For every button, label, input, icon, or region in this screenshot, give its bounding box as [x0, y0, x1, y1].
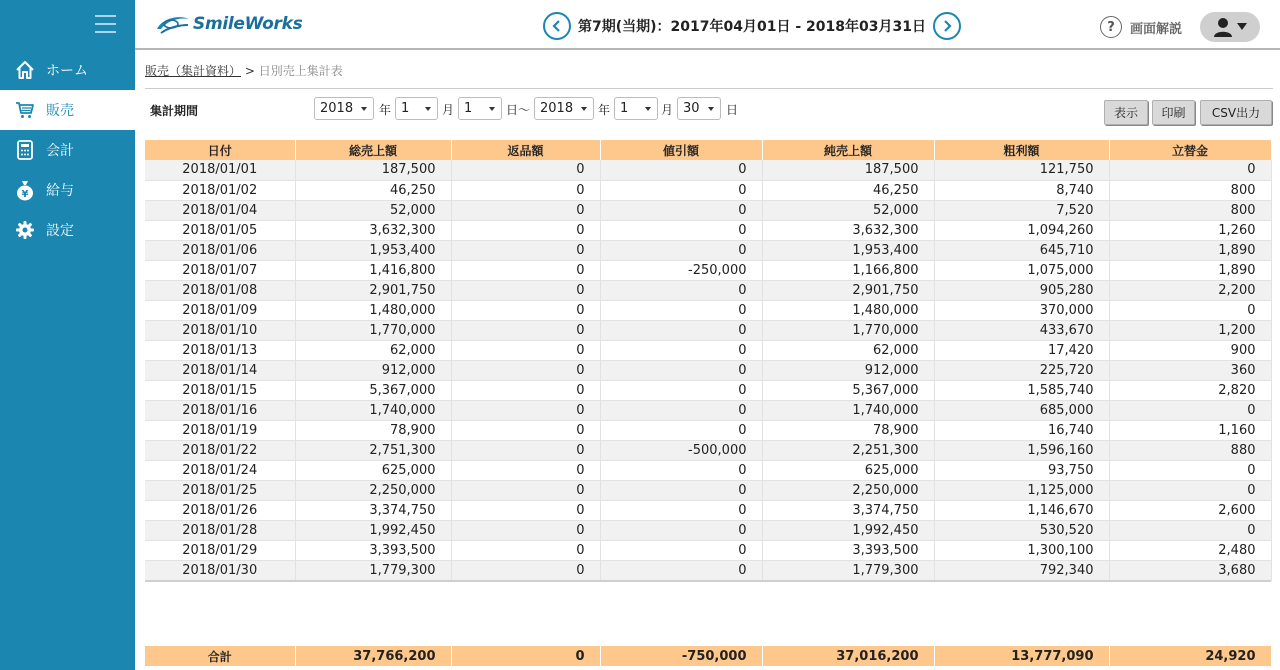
cell-advances: 800 [1109, 200, 1271, 220]
cell-advances: 0 [1109, 520, 1271, 540]
cell-net-sales: 5,367,000 [762, 380, 934, 400]
cell-gross-profit: 1,585,740 [934, 380, 1109, 400]
from-month-value: 1 [401, 101, 410, 116]
cell-returns: 0 [451, 280, 600, 300]
table-row[interactable] [145, 360, 1271, 380]
cell-advances: 2,200 [1109, 280, 1271, 300]
cell-gross-sales: 52,000 [295, 200, 451, 220]
cell-net-sales: 1,779,300 [762, 560, 934, 580]
cell-returns: 0 [451, 500, 600, 520]
totals-label: 合計 [145, 646, 295, 666]
cell-gross-sales: 1,953,400 [295, 240, 451, 260]
total-gross-profit: 13,777,090 [934, 646, 1109, 666]
cell-net-sales: 912,000 [762, 360, 934, 380]
table-row[interactable] [145, 500, 1271, 520]
cell-returns: 0 [451, 420, 600, 440]
cell-returns: 0 [451, 560, 600, 580]
table-row[interactable] [145, 520, 1271, 540]
app-logo[interactable] [155, 13, 302, 35]
screen-help-label: 画面解説 [1130, 21, 1183, 37]
sidebar-item-label: 販売 [46, 103, 74, 119]
table-row[interactable] [145, 440, 1271, 460]
cell-gross-profit: 121,750 [934, 160, 1109, 180]
breadcrumb-current: 日別売上集計表 [258, 64, 343, 78]
table-row[interactable] [145, 300, 1271, 320]
cell-date: 2018/01/28 [145, 520, 295, 540]
cell-returns: 0 [451, 340, 600, 360]
next-period-button[interactable] [933, 12, 961, 40]
chevron-left-icon [551, 20, 563, 32]
cell-discounts: 0 [600, 240, 762, 260]
cell-advances: 3,680 [1109, 560, 1271, 580]
cell-gross-profit: 17,420 [934, 340, 1109, 360]
table-row[interactable] [145, 380, 1271, 400]
cell-gross-profit: 433,670 [934, 320, 1109, 340]
cell-gross-sales: 187,500 [295, 160, 451, 180]
table-row[interactable] [145, 400, 1271, 420]
money-bag-icon [14, 179, 36, 201]
cell-returns: 0 [451, 400, 600, 420]
column-header-gross-profit[interactable]: 粗利額 [934, 140, 1109, 160]
cell-gross-profit: 1,300,100 [934, 540, 1109, 560]
cell-gross-profit: 645,710 [934, 240, 1109, 260]
cell-returns: 0 [451, 240, 600, 260]
cell-advances: 0 [1109, 400, 1271, 420]
total-advances: 24,920 [1109, 646, 1271, 666]
cell-returns: 0 [451, 260, 600, 280]
from-year-value: 2018 [320, 101, 354, 116]
cell-advances: 360 [1109, 360, 1271, 380]
question-icon: ? [1100, 16, 1122, 38]
cell-date: 2018/01/13 [145, 340, 295, 360]
cell-gross-sales: 1,740,000 [295, 400, 451, 420]
cell-advances: 880 [1109, 440, 1271, 460]
cell-gross-sales: 3,374,750 [295, 500, 451, 520]
cell-net-sales: 52,000 [762, 200, 934, 220]
divider [145, 88, 1273, 89]
cell-net-sales: 625,000 [762, 460, 934, 480]
cell-advances: 1,260 [1109, 220, 1271, 240]
show-button[interactable]: 表示 [1104, 100, 1148, 125]
column-header-returns[interactable]: 返品額 [451, 140, 600, 160]
sidebar-item-sales[interactable] [0, 90, 135, 130]
cell-net-sales: 1,992,450 [762, 520, 934, 540]
from-day-value: 1 [464, 101, 473, 116]
table-row[interactable] [145, 220, 1271, 240]
breadcrumb-separator: > [241, 64, 259, 78]
cell-date: 2018/01/06 [145, 240, 295, 260]
table-body [145, 160, 1271, 580]
cell-advances: 0 [1109, 480, 1271, 500]
column-header-discounts[interactable]: 値引額 [600, 140, 762, 160]
to-month-select[interactable] [614, 97, 658, 120]
cell-date: 2018/01/22 [145, 440, 295, 460]
sidebar-item-label: ホーム [46, 63, 88, 79]
cell-gross-profit: 16,740 [934, 420, 1109, 440]
cell-gross-profit: 1,125,000 [934, 480, 1109, 500]
cell-discounts: 0 [600, 180, 762, 200]
logo-swoosh-icon [155, 13, 191, 35]
table-header-row [145, 140, 1271, 160]
cell-advances: 1,200 [1109, 320, 1271, 340]
cell-gross-sales: 2,250,000 [295, 480, 451, 500]
to-day-select[interactable] [677, 97, 721, 120]
sidebar-item-home[interactable] [0, 50, 135, 90]
cell-date: 2018/01/04 [145, 200, 295, 220]
cell-advances: 2,600 [1109, 500, 1271, 520]
cell-discounts: 0 [600, 280, 762, 300]
cell-returns: 0 [451, 380, 600, 400]
from-year-select[interactable] [314, 97, 374, 120]
table-row[interactable] [145, 340, 1271, 360]
to-year-select[interactable] [534, 97, 594, 120]
table-row[interactable] [145, 260, 1271, 280]
cell-gross-profit: 1,596,160 [934, 440, 1109, 460]
cell-discounts: 0 [600, 460, 762, 480]
previous-period-button[interactable] [543, 12, 571, 40]
column-header-date[interactable]: 日付 [145, 140, 295, 160]
cell-gross-profit: 905,280 [934, 280, 1109, 300]
table-row[interactable] [145, 240, 1271, 260]
cell-gross-profit: 370,000 [934, 300, 1109, 320]
cell-discounts: 0 [600, 380, 762, 400]
table-row[interactable] [145, 280, 1271, 300]
cell-gross-sales: 5,367,000 [295, 380, 451, 400]
calculator-icon [14, 139, 36, 161]
cell-gross-profit: 792,340 [934, 560, 1109, 580]
daily-sales-table [145, 140, 1272, 581]
cell-gross-sales: 78,900 [295, 420, 451, 440]
caret-down-icon [1237, 23, 1247, 31]
unit-year: 年 [598, 103, 611, 117]
cell-discounts: -250,000 [600, 260, 762, 280]
cell-discounts: 0 [600, 360, 762, 380]
cell-gross-sales: 1,416,800 [295, 260, 451, 280]
cell-date: 2018/01/09 [145, 300, 295, 320]
cell-discounts: 0 [600, 320, 762, 340]
table-row[interactable] [145, 560, 1271, 580]
cell-advances: 900 [1109, 340, 1271, 360]
cell-discounts: 0 [600, 160, 762, 180]
cell-discounts: 0 [600, 520, 762, 540]
cell-date: 2018/01/08 [145, 280, 295, 300]
column-header-gross-sales[interactable]: 総売上額 [295, 140, 451, 160]
cell-gross-sales: 912,000 [295, 360, 451, 380]
home-icon [14, 59, 36, 81]
cell-date: 2018/01/30 [145, 560, 295, 580]
cell-date: 2018/01/10 [145, 320, 295, 340]
sidebar-item-settings[interactable] [0, 210, 135, 250]
cell-gross-profit: 530,520 [934, 520, 1109, 540]
table-row[interactable] [145, 420, 1271, 440]
cell-advances: 2,820 [1109, 380, 1271, 400]
cell-net-sales: 62,000 [762, 340, 934, 360]
cell-gross-sales: 46,250 [295, 180, 451, 200]
cell-net-sales: 1,166,800 [762, 260, 934, 280]
cell-date: 2018/01/16 [145, 400, 295, 420]
cell-date: 2018/01/07 [145, 260, 295, 280]
cell-net-sales: 1,480,000 [762, 300, 934, 320]
cell-discounts: 0 [600, 300, 762, 320]
cell-net-sales: 3,374,750 [762, 500, 934, 520]
cell-net-sales: 1,953,400 [762, 240, 934, 260]
cell-discounts: -500,000 [600, 440, 762, 460]
table-row[interactable] [145, 320, 1271, 340]
sidebar-item-label: 会計 [46, 143, 74, 159]
cell-date: 2018/01/24 [145, 460, 295, 480]
gear-icon [14, 219, 36, 241]
from-day-select[interactable] [458, 97, 502, 120]
cell-gross-sales: 62,000 [295, 340, 451, 360]
cell-returns: 0 [451, 460, 600, 480]
to-year-value: 2018 [540, 101, 574, 116]
screen-help-button[interactable] [1100, 16, 1182, 38]
table-row[interactable] [145, 160, 1271, 180]
breadcrumb-sales-reports[interactable]: 販売（集計資料） [145, 64, 242, 78]
cell-date: 2018/01/01 [145, 160, 295, 180]
cell-advances: 1,160 [1109, 420, 1271, 440]
unit-month: 月 [442, 103, 455, 117]
sidebar-item-payroll[interactable] [0, 170, 135, 210]
column-header-advances[interactable]: 立替金 [1109, 140, 1271, 160]
hamburger-menu-icon[interactable] [95, 15, 116, 33]
cell-gross-profit: 1,094,260 [934, 220, 1109, 240]
cell-returns: 0 [451, 160, 600, 180]
cell-gross-profit: 225,720 [934, 360, 1109, 380]
cell-date: 2018/01/05 [145, 220, 295, 240]
cell-gross-sales: 625,000 [295, 460, 451, 480]
totals-row-table [145, 646, 1272, 666]
app-logo-text: SmileWorks [193, 14, 303, 34]
cell-net-sales: 2,901,750 [762, 280, 934, 300]
cell-net-sales: 3,393,500 [762, 540, 934, 560]
chevron-right-icon [941, 20, 953, 32]
cart-icon [14, 99, 36, 121]
cell-returns: 0 [451, 480, 600, 500]
cell-returns: 0 [451, 540, 600, 560]
cell-date: 2018/01/29 [145, 540, 295, 560]
cell-gross-sales: 1,480,000 [295, 300, 451, 320]
cell-gross-sales: 1,770,000 [295, 320, 451, 340]
cell-discounts: 0 [600, 500, 762, 520]
cell-advances: 2,480 [1109, 540, 1271, 560]
total-net-sales: 37,016,200 [762, 646, 934, 666]
totals-row [145, 646, 1271, 666]
to-day-value: 30 [683, 101, 700, 116]
cell-discounts: 0 [600, 420, 762, 440]
cell-net-sales: 2,251,300 [762, 440, 934, 460]
cell-gross-sales: 2,751,300 [295, 440, 451, 460]
cell-net-sales: 46,250 [762, 180, 934, 200]
cell-date: 2018/01/25 [145, 480, 295, 500]
cell-discounts: 0 [600, 220, 762, 240]
cell-returns: 0 [451, 440, 600, 460]
cell-discounts: 0 [600, 200, 762, 220]
cell-returns: 0 [451, 360, 600, 380]
filter-bar [145, 96, 1275, 126]
breadcrumb [145, 62, 343, 79]
cell-advances: 0 [1109, 300, 1271, 320]
cell-net-sales: 1,740,000 [762, 400, 934, 420]
cell-returns: 0 [451, 320, 600, 340]
cell-date: 2018/01/14 [145, 360, 295, 380]
table-row[interactable] [145, 180, 1271, 200]
cell-returns: 0 [451, 520, 600, 540]
cell-net-sales: 3,632,300 [762, 220, 934, 240]
cell-discounts: 0 [600, 540, 762, 560]
csv-export-button[interactable]: CSV出力 [1200, 100, 1272, 125]
fiscal-period-label: 第7期(当期)：2017年04月01日 - 2018年03月31日 [578, 19, 926, 35]
from-month-select[interactable] [395, 97, 438, 120]
table-row[interactable] [145, 480, 1271, 500]
cell-returns: 0 [451, 200, 600, 220]
unit-month: 月 [661, 103, 674, 117]
user-icon [1213, 17, 1235, 37]
cell-discounts: 0 [600, 480, 762, 500]
cell-advances: 0 [1109, 460, 1271, 480]
total-returns: 0 [451, 646, 600, 666]
table-row[interactable] [145, 460, 1271, 480]
cell-gross-profit: 8,740 [934, 180, 1109, 200]
total-gross-sales: 37,766,200 [295, 646, 451, 666]
cell-advances: 1,890 [1109, 240, 1271, 260]
svg-text:¥: ¥ [21, 189, 29, 200]
cell-returns: 0 [451, 180, 600, 200]
cell-net-sales: 187,500 [762, 160, 934, 180]
cell-gross-profit: 93,750 [934, 460, 1109, 480]
sidebar-item-label: 給与 [46, 183, 74, 199]
cell-advances: 800 [1109, 180, 1271, 200]
unit-day-range: 日〜 [506, 103, 531, 117]
unit-day: 日 [726, 103, 739, 117]
sidebar-item-accounting[interactable] [0, 130, 135, 170]
cell-date: 2018/01/02 [145, 180, 295, 200]
cell-discounts: 0 [600, 560, 762, 580]
cell-gross-profit: 7,520 [934, 200, 1109, 220]
cell-gross-sales: 2,901,750 [295, 280, 451, 300]
to-month-value: 1 [620, 101, 629, 116]
cell-net-sales: 78,900 [762, 420, 934, 440]
cell-net-sales: 2,250,000 [762, 480, 934, 500]
table-bottom-border [145, 580, 1271, 582]
cell-gross-profit: 1,075,000 [934, 260, 1109, 280]
total-discounts: -750,000 [600, 646, 762, 666]
period-label: 集計期間 [150, 104, 199, 118]
cell-gross-profit: 685,000 [934, 400, 1109, 420]
cell-date: 2018/01/26 [145, 500, 295, 520]
print-button[interactable]: 印刷 [1152, 100, 1195, 125]
header-bar [135, 0, 1280, 50]
cell-gross-sales: 1,779,300 [295, 560, 451, 580]
cell-gross-sales: 1,992,450 [295, 520, 451, 540]
cell-discounts: 0 [600, 340, 762, 360]
cell-discounts: 0 [600, 400, 762, 420]
table-row[interactable] [145, 200, 1271, 220]
cell-advances: 1,890 [1109, 260, 1271, 280]
cell-gross-profit: 1,146,670 [934, 500, 1109, 520]
column-header-net-sales[interactable]: 純売上額 [762, 140, 934, 160]
sidebar-item-label: 設定 [46, 223, 74, 239]
unit-year: 年 [379, 103, 392, 117]
cell-date: 2018/01/19 [145, 420, 295, 440]
cell-gross-sales: 3,393,500 [295, 540, 451, 560]
sidebar [0, 0, 135, 670]
cell-returns: 0 [451, 220, 600, 240]
user-menu-button[interactable] [1200, 12, 1260, 42]
cell-returns: 0 [451, 300, 600, 320]
table-row[interactable] [145, 540, 1271, 560]
fiscal-period-nav [543, 12, 961, 40]
cell-advances: 0 [1109, 160, 1271, 180]
cell-net-sales: 1,770,000 [762, 320, 934, 340]
cell-date: 2018/01/15 [145, 380, 295, 400]
cell-gross-sales: 3,632,300 [295, 220, 451, 240]
